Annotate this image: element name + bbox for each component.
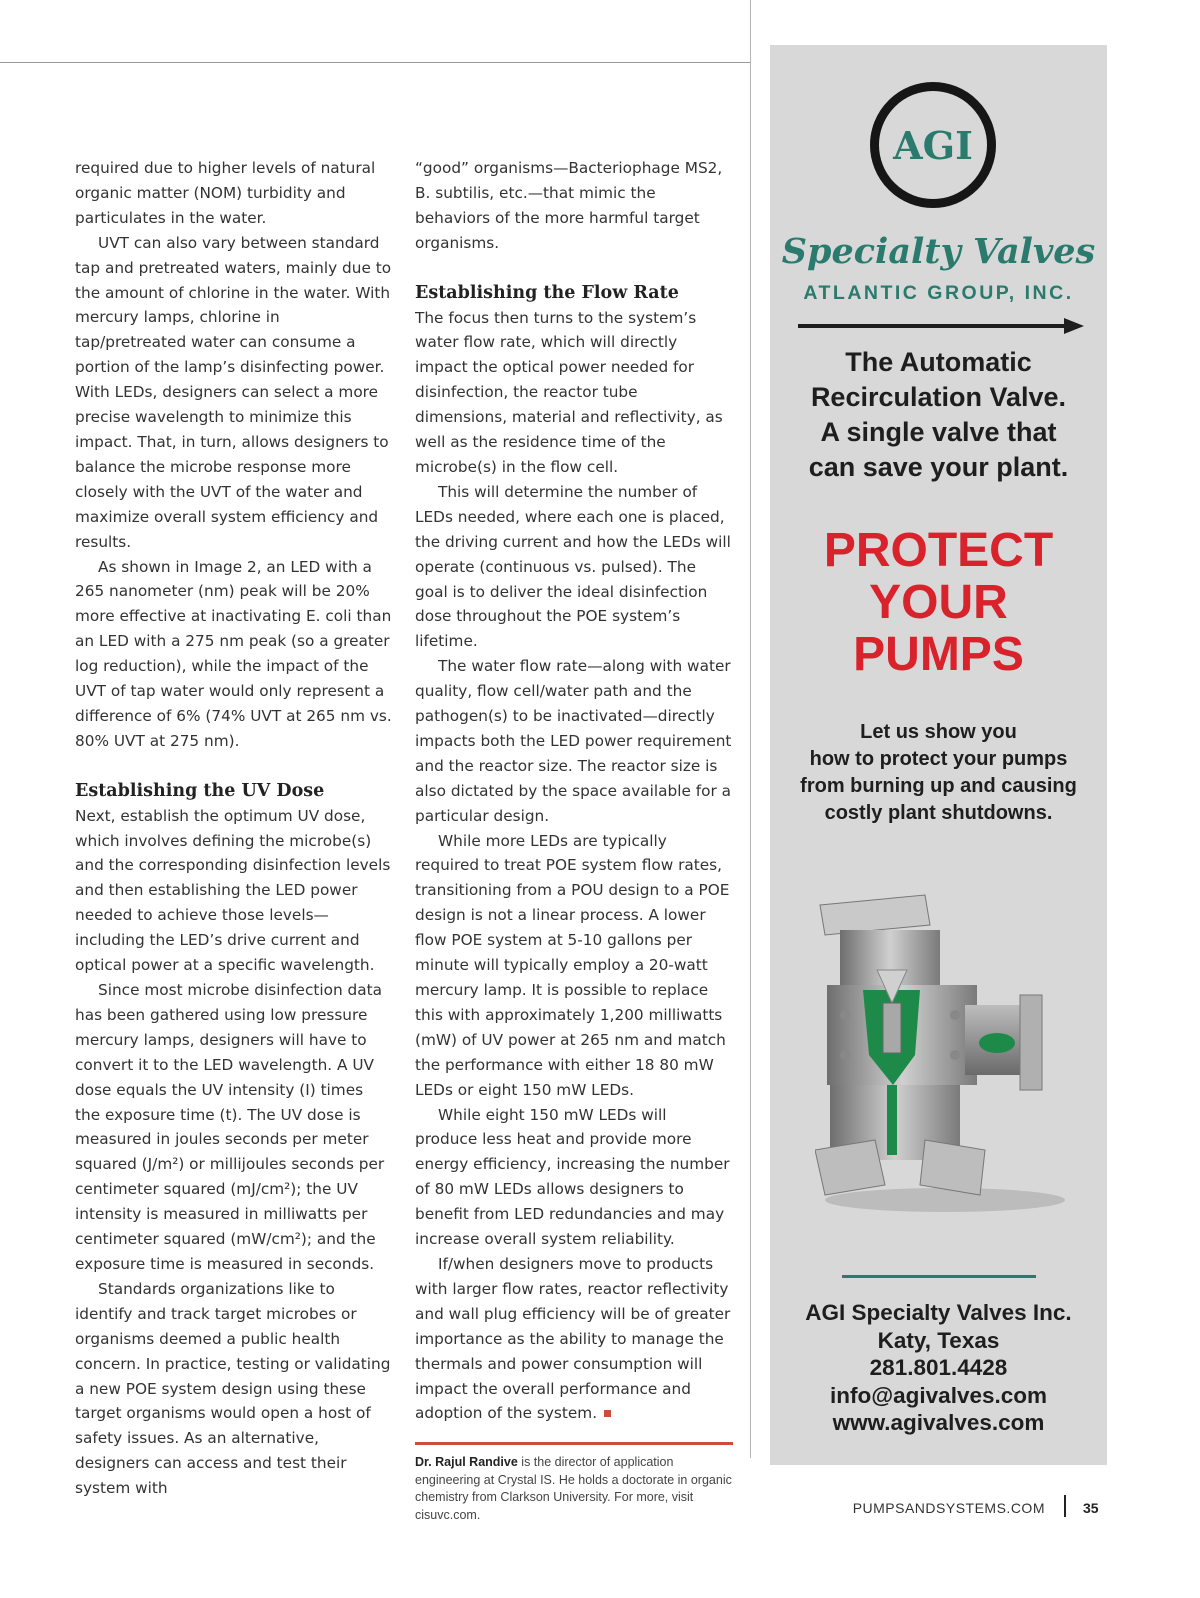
paragraph: While eight 150 mW LEDs will produce less heat and provide more energy efficiency, increasing the number of 80 mW LEDs allows designers to benefit from LED redundancies and may increase overall system reliability.: [415, 1105, 730, 1249]
protect-your-pumps: PROTECT YOUR PUMPS: [823, 524, 1054, 681]
contact-location: Katy, Texas: [877, 1327, 1000, 1353]
footer-divider: [1064, 1495, 1066, 1517]
page-number: 35: [1083, 1500, 1099, 1516]
author-bio-text: is the director of application engineering at Crystal IS. He holds a doctorate in organic chemistry from Clarkson University. For more, visit cisuvc.com.: [415, 1455, 732, 1522]
agi-logo: [870, 82, 996, 208]
valve-image: [815, 885, 1075, 1215]
top-rule: [0, 62, 751, 63]
last-paragraph: If/when designers move to products with larger flow rates, reactor reflectivity and wall plug efficiency will be of greater importance as the ability to manage the thermals and power consumption will impact the overall performance and adoption of the system.: [415, 1254, 731, 1423]
arrow-right-icon: [798, 315, 1084, 337]
section-heading: Establishing the Flow Rate: [415, 282, 679, 303]
contact-phone[interactable]: 281.801.4428: [869, 1355, 1008, 1380]
company-name: ATLANTIC GROUP, INC.: [803, 282, 1074, 304]
paragraph: The water flow rate—along with water quality, flow cell/water path and the pathogen(s) to be inactivated—directly impacts both the LED power requirement and the reactor size. The reactor size is also dictated by the space available for a particular design.: [415, 657, 732, 825]
paragraph: Next, establish the optimum UV dose, which involves defining the microbe(s) and the corresponding disinfection levels and then establishing the LED power needed to achieve those levels—including the LED’s drive current and optical power at a specific wavelength.: [75, 806, 391, 975]
footer-site: PUMPSANDSYSTEMS.COM: [852, 1500, 1045, 1516]
paragraph: Standards organizations like to identify and track target microbes or organisms deemed a public health concern. In practice, testing or validating a new POE system design using these target organisms would open a host of safety issues. As an alternative, designers can access and test their system with: [75, 1279, 391, 1498]
contact-company: AGI Specialty Valves Inc.: [805, 1300, 1072, 1325]
article-column-2: [415, 156, 733, 1524]
paragraph: As shown in Image 2, an LED with a 265 nanometer (nm) peak will be 20% more effective at inactivating E. coli than an LED with a 275 nm peak (so a greater log reduction), while the impact of the UVT of tap water would only represent a difference of 6% (74% UVT at 265 nm vs. 80% UVT at 275 nm).: [75, 557, 392, 750]
column-divider: [750, 0, 751, 1458]
ad-headline: The Automatic Recirculation Valve. A single valve that can save your plant.: [808, 347, 1069, 482]
section-heading: Establishing the UV Dose: [75, 780, 325, 801]
paragraph: required due to higher levels of natural organic matter (NOM) turbidity and particulates in the water.: [75, 159, 376, 227]
author-bio: [415, 1454, 733, 1524]
paragraph: Since most microbe disinfection data has been gathered using low pressure mercury lamps, designers will have to convert it to the LED wavelength. A UV dose equals the UV intensity (I) times the exposure time (t). The UV dose is measured in joules seconds per meter squared (J/m²) or millijoules seconds per centimeter squared (mJ/cm²); the UV intensity is measured in milliwatts per centimeter squared (mW/cm²); and the exposure time is measured in seconds.: [75, 981, 385, 1273]
paragraph: The focus then turns to the system’s water flow rate, which will directly impact the optical power needed for disinfection, the reactor tube dimensions, material and reflectivity, as well as the residence time of the microbe(s) in the flow cell.: [415, 308, 723, 476]
ad-contact: [770, 1299, 1107, 1437]
paragraph: UVT can also vary between standard tap and pretreated waters, mainly due to the amount of chlorine in the water. With mercury lamps, chlorine in tap/pretreated water can consume a portion of the lamp’s disinfecting power. With LEDs, designers can select a more precise wavelength to minimize this impact. That, in turn, allows designers to balance the microbe response more closely with the UVT of the water and maximize overall system efficiency and results.: [75, 233, 392, 551]
paragraph: “good” organisms—Bacteriophage MS2, B. subtilis, etc.—that mimic the behaviors of the more harmful target organisms.: [415, 159, 723, 252]
author-name: Dr. Rajul Randive: [415, 1455, 518, 1470]
paragraph: This will determine the number of LEDs needed, where each one is placed, the driving current and how the LEDs will operate (continuous vs. pulsed). The goal is to deliver the ideal disinfection dose throughout the POE system’s lifetime.: [415, 482, 731, 651]
advertisement[interactable]: [770, 45, 1107, 1465]
contact-divider: [842, 1275, 1036, 1278]
contact-website[interactable]: www.agivalves.com: [832, 1410, 1045, 1435]
paragraph: While more LEDs are typically required to treat POE system flow rates, transitioning from a POU design to a POE design is not a linear process. A lower flow POE system at 5-10 gallons per minute will typically employ a 20-watt mercury lamp. It is possible to replace this with approximately 1,200 milliwatts (mW) of UV power at 265 nm and match the performance with either 18 80 mW LEDs or eight 150 mW LEDs.: [415, 831, 730, 1099]
bio-divider: [415, 1442, 733, 1445]
contact-email[interactable]: info@agivalves.com: [829, 1382, 1047, 1408]
brand-name: Specialty Valves: [781, 231, 1096, 272]
ad-subtext: Let us show you how to protect your pumps from burning up and causing costly plant shutdowns.: [800, 721, 1077, 824]
end-mark-icon: [604, 1410, 611, 1417]
logo-text: AGI: [893, 122, 973, 168]
article-column-1: [75, 156, 393, 1501]
